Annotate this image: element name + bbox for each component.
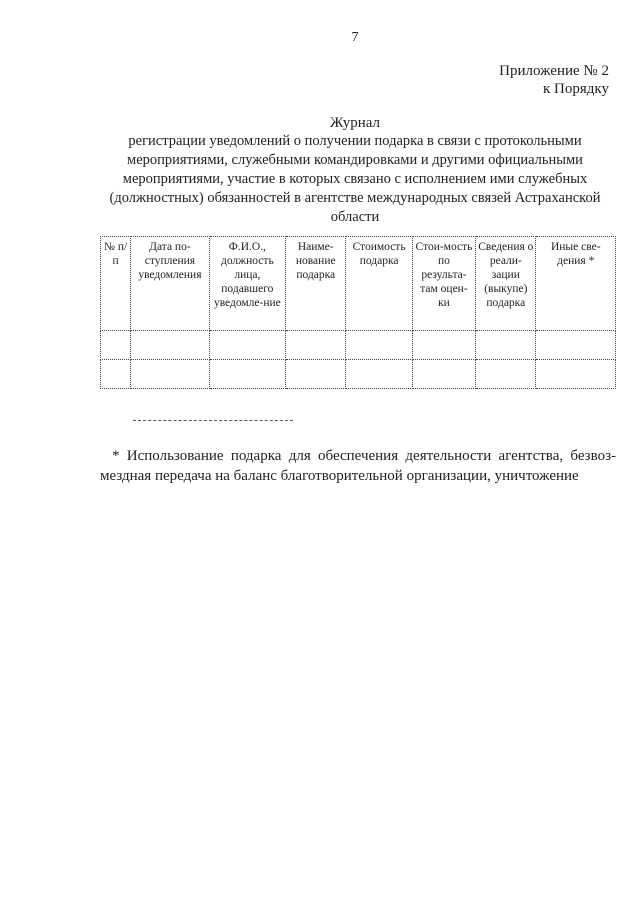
appendix-line-1: Приложение № 2 — [499, 63, 609, 79]
appendix-line-2: к Порядку — [543, 81, 609, 97]
table-cell — [346, 331, 412, 360]
table-cell — [101, 360, 131, 389]
table-row — [101, 360, 616, 389]
header-gift-cost: Стоимость подарка — [346, 237, 412, 331]
table-cell — [346, 360, 412, 389]
table-cell — [131, 331, 209, 360]
header-other-info: Иные све-дения * — [536, 237, 616, 331]
journal-title: Журнал — [329, 115, 380, 131]
table-row — [101, 331, 616, 360]
table-cell — [286, 331, 346, 360]
table-cell — [536, 360, 616, 389]
journal-subtitle: регистрации уведомлений о получении подарка в связи с протокольными мероприятиями, служебными командировками и другими официальными мероприятиями, участие в которых связано с исполнением ими служебных (должностных) обязанностей в агентстве международных связей Астраханской области — [109, 133, 601, 225]
table-cell — [476, 360, 536, 389]
journal-table — [100, 236, 616, 389]
header-fio: Ф.И.О., должность лица, подавшего уведомле-ние — [209, 237, 285, 331]
footnote-separator — [133, 420, 293, 421]
header-number: № п/п — [101, 237, 131, 331]
header-gift-name: Наиме-нование подарка — [286, 237, 346, 331]
table-cell — [536, 331, 616, 360]
table-cell — [476, 331, 536, 360]
table-cell — [101, 331, 131, 360]
footnote: * Использование подарка для обеспечения деятельности агентства, безвоз-мездная передача на баланс благотворительной организации, уничтожение — [100, 448, 616, 484]
table-header-row — [101, 237, 616, 331]
header-sale-info: Сведения о реали-зации (выкупе) подарка — [476, 237, 536, 331]
header-date: Дата по-ступления уведомления — [131, 237, 209, 331]
table-cell — [412, 331, 475, 360]
table-cell — [209, 360, 285, 389]
appendix-label — [499, 62, 609, 98]
table-cell — [286, 360, 346, 389]
page-number: 7 — [351, 30, 359, 45]
table-cell — [209, 331, 285, 360]
table-cell — [131, 360, 209, 389]
table-cell — [412, 360, 475, 389]
header-evaluated-cost: Стои-мость по результа-там оцен-ки — [412, 237, 475, 331]
